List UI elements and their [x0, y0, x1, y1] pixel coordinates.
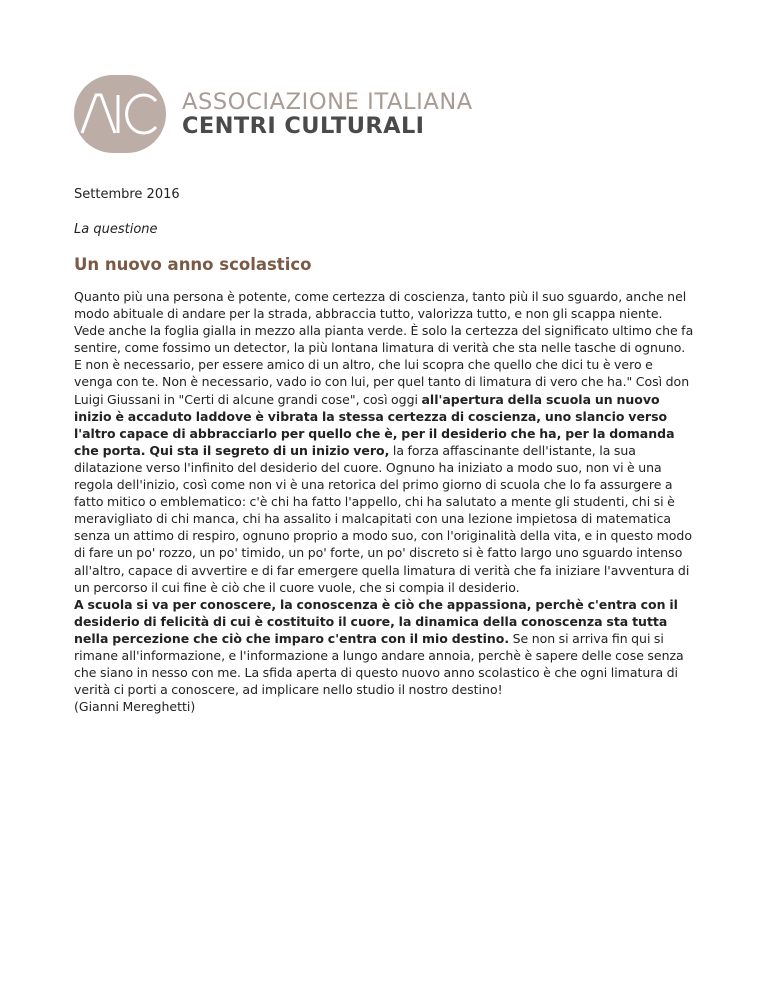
article-section: La questione: [74, 222, 158, 237]
aic-logo: [74, 75, 166, 153]
article-title: Un nuovo anno scolastico: [74, 255, 312, 274]
article-date: Settembre 2016: [74, 187, 180, 202]
org-name-line2: CENTRI CULTURALI: [182, 113, 425, 139]
article-body: [74, 288, 694, 715]
org-name-line1: ASSOCIAZIONE ITALIANA: [182, 88, 473, 115]
header: [74, 75, 473, 153]
aic-logo-mark-icon: [74, 75, 166, 153]
paragraph-2-bold: A scuola si va per conoscere, la conoscenza è ciò che appassiona, perchè c'entra con il desiderio di felicità di cui è costituito il cuore, la dinamica della conoscenza sta tutta nella percezione che ciò che imparo c'entra con il mio destino.: [74, 596, 678, 646]
article: [74, 186, 694, 715]
paragraph-1-bold: all'apertura della scuola un nuovo inizio è accaduto laddove è vibrata la stessa certezza di coscienza, uno slancio verso l'altro capace di abbracciarlo per quello che è, per il desiderio che ha, per la domanda che porta. Qui sta il segreto di un inizio vero,: [74, 391, 675, 458]
article-author: (Gianni Mereghetti): [74, 699, 196, 715]
org-name: [182, 88, 473, 139]
paragraph-1-text-end: la forza affascinante dell'istante, la sua dilatazione verso l'infinito del desiderio del cuore. Ognuno ha iniziato a modo suo, non vi è una regola dell'inizio, così come non vi è una retorica del primo giorno di scuola che lo fa assurgere a fatto mitico o emblematico: c'è chi ha fatto l'appello, chi ha salutato a mente gli studenti, chi si è meravigliato di chi manca, chi ha assalito i malcapitati con una lezione impietosa di matematica senza un attimo di respiro, ognuno proprio a modo suo, con l'originalità della vita, e in questo modo di fare un po' rozzo, un po' timido, un po' forte, un po' discreto si è fatto largo uno sguardo intenso all'altro, capace di avvertire e di far emergere quella limatura di verità che fa iniziare l'avventura di un percorso il cui fine è ciò che il cuore vuole, che si compia il desiderio.: [74, 442, 692, 595]
paragraph-1-text: Quanto più una persona è potente, come certezza di coscienza, tanto più il suo sguardo, anche nel modo abituale di andare per la strada, abbraccia tutto, valorizza tutto, e non gli scappa niente. Vede anche la foglia gialla in mezzo alla pianta verde. È solo la certezza del significato ultimo che fa sentire, come fossimo un detector, la più lontana limatura di verità che sta nelle tasche di ognuno. E non è necessario, per essere amico di un altro, che lui scopra che quello che dici tu è vero e venga con te. Non è necessario, vado io con lui, per quel tanto di limatura di vero che ha." Così don Luigi Giussani in "Certi di alcune grandi cose", così oggi: [74, 289, 694, 407]
paragraph-2-text: Se non si arriva fin qui si rimane all'informazione, e l'informazione a lungo andare annoia, perchè è sapere delle cose senza che siano in nesso con me. La sfida aperta di questo nuovo anno scolastico è che ogni limatura di verità ci porti a conoscere, ad implicare nello studio il nostro destino!: [74, 630, 684, 698]
